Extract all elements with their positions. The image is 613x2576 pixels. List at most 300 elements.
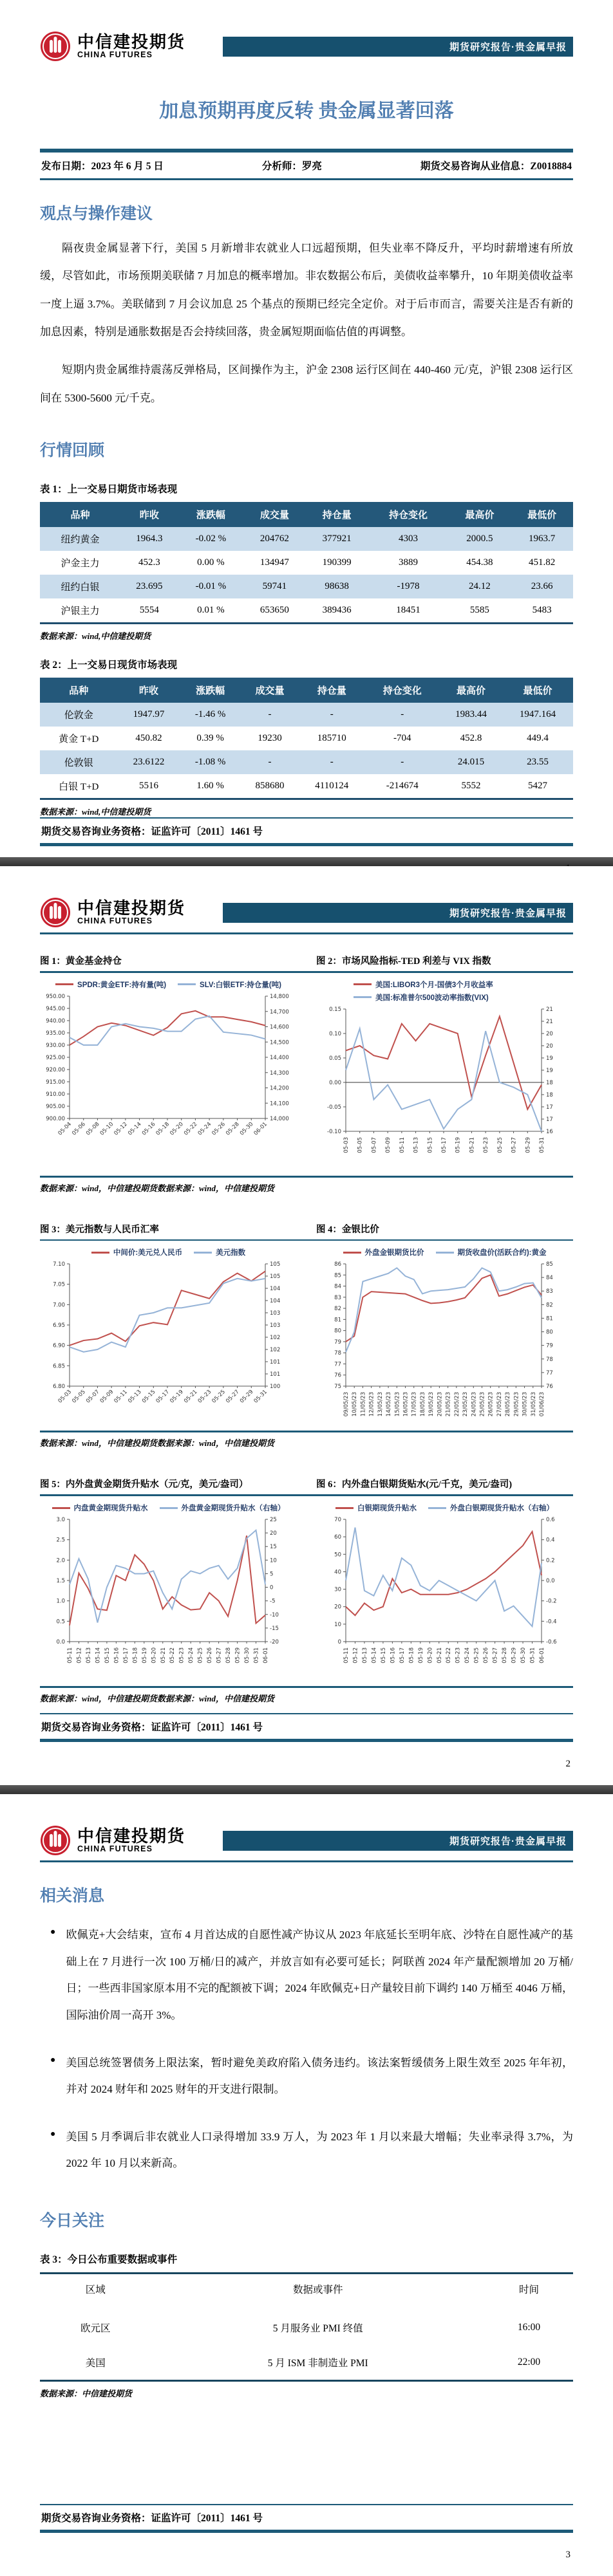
table-row: [40, 2345, 573, 2381]
legend-item: [343, 1247, 424, 1257]
svg-text:15: 15: [270, 1544, 277, 1551]
svg-text:85: 85: [334, 1272, 341, 1279]
svg-text:05-20: 05-20: [151, 1647, 158, 1663]
section-news-heading: 相关消息: [40, 1887, 105, 1905]
svg-text:14,200: 14,200: [270, 1085, 289, 1092]
brand-text: [77, 900, 185, 925]
qualification-text: 期货交易咨询业务资格：证监许可〔2011〕1461 号: [40, 2504, 573, 2533]
svg-text:05-23: 05-23: [455, 1647, 462, 1663]
svg-text:05-17: 05-17: [122, 1647, 129, 1663]
svg-text:0.5: 0.5: [56, 1618, 65, 1626]
svg-text:86: 86: [334, 1261, 341, 1268]
fig5-title: 图 5：内外盘黄金期货升贴水（元/克，美元/盎司）: [40, 1479, 249, 1490]
meta-bar: [40, 149, 573, 180]
series-line: [346, 1275, 542, 1342]
table-row: [40, 2310, 573, 2345]
svg-text:16: 16: [546, 1128, 553, 1135]
page-1: [0, 0, 613, 857]
table-cell: 沪银主力: [61, 606, 100, 617]
svg-text:05-07: 05-07: [371, 1136, 378, 1153]
column-header: 昨收: [120, 502, 178, 527]
svg-text:05-08: 05-08: [85, 1120, 101, 1137]
views-paragraph-2: 短期内贵金属维持震荡反弹格局，区间操作为主，沪金 2308 运行区间在 440-460 元/克，沪银 2308 运行区间在 5300-5600 元/千克。: [40, 364, 573, 404]
svg-text:19: 19: [546, 1067, 553, 1074]
figure-sources-row-1: [40, 1181, 573, 1194]
svg-text:14,000: 14,000: [270, 1115, 289, 1122]
svg-text:945.00: 945.00: [46, 1005, 65, 1012]
qualification-text: 期货交易咨询业务资格：证监许可〔2011〕1461 号: [40, 1713, 573, 1742]
svg-text:70: 70: [334, 1517, 341, 1524]
citic-futures-logo-icon: [40, 897, 71, 928]
svg-text:0.2: 0.2: [546, 1557, 555, 1564]
report-header: [40, 1825, 573, 1856]
legend-item: [436, 1247, 547, 1257]
report-type-banner: 期货研究报告·贵金属早报: [223, 903, 573, 923]
table-cell: 0.39 %: [196, 733, 224, 744]
table-cell: -: [401, 709, 404, 720]
svg-text:05-25: 05-25: [211, 1389, 227, 1405]
svg-text:27/05/23: 27/05/23: [496, 1392, 503, 1417]
table-row: [40, 727, 573, 750]
svg-text:900.00: 900.00: [46, 1115, 65, 1122]
svg-text:950.00: 950.00: [46, 993, 65, 1000]
legend-line-swatch: [354, 983, 372, 985]
legend-item: [91, 1247, 182, 1257]
bullet-icon: ●: [50, 2055, 56, 2065]
svg-text:05-09: 05-09: [385, 1136, 392, 1153]
header-divider: [40, 932, 573, 934]
page-footer: [40, 2504, 573, 2576]
legend-label: 外盘金银期货比价: [364, 1249, 424, 1257]
series-line: [70, 1016, 265, 1045]
news-text: 美国 5 月季调后非农就业人口录得增加 33.9 万人，为 2023 年 1 月以来最大增幅；失业率录得 3.7%，为 2022 年 10 月以来新高。: [66, 2130, 573, 2170]
fig6-plot: [316, 1513, 571, 1679]
table-cell: 190399: [322, 557, 352, 568]
table-cell: 5 月服务业 PMI 终值: [272, 2323, 363, 2335]
table-cell: 5516: [138, 781, 158, 792]
table-cell: 美国: [85, 2358, 106, 2369]
svg-text:05-29: 05-29: [525, 1136, 532, 1153]
table-cell: 377921: [322, 533, 352, 544]
svg-text:05-21: 05-21: [183, 1389, 199, 1405]
figure-row-1: [40, 974, 573, 1172]
svg-text:20: 20: [334, 1604, 341, 1611]
table-cell: 23.66: [531, 581, 553, 592]
table1-source: 数据来源：wind,中信建投期货: [40, 631, 151, 642]
svg-text:05-20: 05-20: [169, 1120, 185, 1137]
table-cell: 欧元区: [80, 2323, 111, 2335]
legend-item: [354, 992, 489, 1003]
fig1-chart: [40, 974, 297, 1172]
series-line: [346, 1528, 542, 1627]
figure-rule: [40, 1431, 573, 1432]
svg-text:05-30: 05-30: [520, 1647, 527, 1663]
svg-text:940.00: 940.00: [46, 1017, 65, 1024]
svg-text:05-18: 05-18: [132, 1647, 139, 1663]
table-cell: 0.00 %: [197, 557, 225, 568]
table-cell: -: [268, 757, 272, 768]
svg-text:05-28: 05-28: [225, 1647, 232, 1663]
table-cell: 452.8: [460, 733, 482, 744]
svg-text:84: 84: [334, 1283, 341, 1290]
svg-text:06-01: 06-01: [539, 1647, 545, 1663]
svg-text:14,100: 14,100: [270, 1100, 289, 1107]
source-note: 数据来源：wind，中信建投期货: [157, 1183, 275, 1193]
svg-text:05-19: 05-19: [169, 1389, 185, 1405]
fig4-title: 图 4：金银比价: [316, 1224, 379, 1235]
column-header: 涨跌幅: [180, 678, 241, 703]
legend-label: SPDR:黄金ETF:持有量(吨): [77, 981, 167, 989]
column-header: 成交量: [241, 678, 299, 703]
svg-text:31/05/23: 31/05/23: [530, 1392, 537, 1417]
figure-row-3: [40, 1497, 573, 1682]
column-header: 区域: [85, 2284, 106, 2296]
report-title: 加息预期再度反转 贵金属显著回落: [159, 100, 454, 122]
svg-text:05-12: 05-12: [352, 1647, 359, 1663]
svg-text:13/05/23: 13/05/23: [377, 1392, 384, 1417]
svg-text:102: 102: [270, 1335, 281, 1342]
chart-legend: [316, 1247, 573, 1257]
svg-text:2.5: 2.5: [56, 1537, 65, 1544]
page-footer: [40, 1713, 573, 1785]
svg-text:925.00: 925.00: [46, 1054, 65, 1061]
svg-text:05-07: 05-07: [85, 1389, 101, 1405]
news-bullet-3: [40, 2124, 573, 2177]
legend-item: [194, 1247, 245, 1257]
svg-text:05-27: 05-27: [511, 1136, 518, 1153]
svg-text:40: 40: [334, 1569, 341, 1576]
figure-rule: [40, 1494, 573, 1496]
svg-text:17: 17: [546, 1116, 553, 1123]
legend-label: 美元指数: [216, 1249, 246, 1257]
fig6-chart: [316, 1497, 573, 1682]
svg-text:905.00: 905.00: [46, 1103, 65, 1110]
svg-text:2.0: 2.0: [56, 1557, 65, 1564]
table-cell: 134947: [259, 557, 289, 568]
svg-text:05-15: 05-15: [104, 1647, 111, 1663]
svg-text:77: 77: [334, 1361, 341, 1368]
svg-text:05-04: 05-04: [57, 1120, 73, 1137]
svg-text:81: 81: [546, 1315, 553, 1322]
series-line: [70, 1011, 265, 1045]
series-line: [346, 1016, 542, 1109]
svg-text:05-25: 05-25: [197, 1647, 204, 1663]
svg-text:105: 105: [270, 1261, 281, 1268]
page-divider: [0, 1785, 613, 1794]
svg-text:82: 82: [334, 1306, 341, 1313]
svg-text:0.10: 0.10: [329, 1030, 341, 1037]
svg-text:14,400: 14,400: [270, 1054, 289, 1061]
table-cell: -214674: [386, 781, 419, 792]
svg-text:30: 30: [334, 1586, 341, 1593]
fig1-plot: [40, 990, 295, 1156]
table-cell: -0.01 %: [195, 581, 227, 592]
page-number: 2: [565, 1759, 571, 1770]
column-header: 涨跌幅: [178, 502, 243, 527]
table-row: [40, 598, 573, 624]
column-header: 昨收: [118, 678, 180, 703]
svg-text:1.5: 1.5: [56, 1578, 65, 1585]
report-type-banner: 期货研究报告·贵金属早报: [223, 37, 573, 57]
table-cell: -1.08 %: [194, 757, 226, 768]
fig4-plot: [316, 1257, 571, 1423]
legend-line-swatch: [178, 983, 196, 985]
source-note: 数据来源：wind，中信建投期货: [40, 1183, 158, 1193]
svg-text:21/05/23: 21/05/23: [445, 1392, 452, 1417]
svg-text:05-23: 05-23: [196, 1389, 213, 1405]
table-cell: 449.4: [527, 733, 549, 744]
legend-item: [55, 979, 166, 990]
table-cell: 23.6122: [133, 757, 165, 768]
table-cell: -704: [393, 733, 411, 744]
svg-text:16/05/23: 16/05/23: [402, 1392, 410, 1417]
table-cell: -: [330, 709, 334, 720]
figure-rule: [40, 971, 573, 973]
svg-text:20: 20: [270, 1530, 277, 1537]
news-bullet-1: [40, 1922, 573, 2029]
legend-label: 白银期现货升贴水: [357, 1505, 417, 1513]
svg-text:05-11: 05-11: [67, 1647, 73, 1663]
table-cell: 858680: [255, 781, 285, 792]
svg-text:83: 83: [334, 1295, 341, 1302]
series-line: [346, 1028, 542, 1131]
chart-legend: [40, 1247, 297, 1257]
legend-label: 美国:LIBOR3个月-国债3个月收益率: [375, 981, 493, 989]
table-cell: 5 月 ISM 非制造业 PMI: [267, 2358, 368, 2369]
svg-text:05-24: 05-24: [196, 1120, 213, 1137]
figure-rule: [40, 1176, 573, 1178]
svg-text:79: 79: [334, 1339, 341, 1346]
bullet-icon: ●: [50, 2129, 56, 2139]
svg-text:-0.6: -0.6: [546, 1639, 557, 1646]
svg-text:101: 101: [270, 1371, 281, 1378]
svg-text:0.0: 0.0: [546, 1578, 555, 1585]
svg-text:20: 20: [546, 1042, 553, 1050]
figure-sources-row-3: [40, 1692, 573, 1704]
fig2-title: 图 2：市场风险指标-TED 利差与 VIX 指数: [316, 956, 491, 967]
svg-text:05-05: 05-05: [357, 1136, 364, 1153]
svg-text:19: 19: [546, 1055, 553, 1062]
series-line: [346, 1268, 542, 1353]
svg-text:50: 50: [334, 1552, 341, 1559]
today-events-table: [40, 2272, 573, 2382]
table-row: [40, 750, 573, 774]
table-cell: 22:00: [517, 2357, 541, 2368]
table-cell: 纽约黄金: [61, 535, 100, 546]
svg-text:6.80: 6.80: [53, 1384, 65, 1391]
figure-titles-row-2: [40, 1222, 573, 1236]
svg-text:05-29: 05-29: [511, 1647, 518, 1663]
svg-text:25: 25: [270, 1517, 277, 1524]
svg-text:05-26: 05-26: [207, 1647, 214, 1663]
svg-text:06-01: 06-01: [263, 1647, 269, 1663]
svg-text:05-14: 05-14: [371, 1647, 378, 1663]
source-note: 数据来源：wind，中信建投期货: [40, 1438, 158, 1449]
svg-text:18/05/23: 18/05/23: [419, 1392, 426, 1417]
svg-text:14/05/23: 14/05/23: [386, 1392, 393, 1417]
bullet-icon: ●: [50, 1927, 56, 1937]
legend-label: 美国:标准普尔500波动率指数(VIX): [375, 994, 489, 1002]
table-cell: -: [330, 757, 334, 768]
chart-legend: [316, 1503, 573, 1513]
svg-text:-20: -20: [270, 1639, 279, 1646]
table-cell: 23.55: [527, 757, 549, 768]
svg-text:80: 80: [546, 1329, 553, 1336]
table-cell: 4303: [399, 533, 418, 544]
chart-legend: [354, 979, 573, 1003]
svg-text:75: 75: [334, 1384, 341, 1391]
brand-name-en: CHINA FUTURES: [77, 1844, 153, 1854]
table-cell: -0.02 %: [195, 533, 227, 544]
figure-sources-row-2: [40, 1436, 573, 1449]
svg-text:14,800: 14,800: [270, 993, 289, 1000]
column-header: 持仓变化: [364, 678, 440, 703]
svg-text:7.00: 7.00: [53, 1302, 65, 1309]
svg-text:101: 101: [270, 1359, 281, 1366]
svg-text:100: 100: [270, 1384, 281, 1391]
table-cell: 454.38: [466, 557, 493, 568]
legend-item: [52, 1503, 148, 1513]
table1-caption: 表 1：上一交易日期货市场表现: [40, 484, 178, 496]
svg-text:05-21: 05-21: [436, 1647, 443, 1663]
svg-text:05-31: 05-31: [539, 1136, 545, 1153]
table-cell: 1983.44: [455, 709, 487, 720]
table-row: [40, 527, 573, 551]
svg-text:78: 78: [334, 1350, 341, 1357]
news-bullet-2: [40, 2050, 573, 2103]
svg-text:05-29: 05-29: [238, 1389, 255, 1405]
svg-text:05-21: 05-21: [469, 1136, 476, 1153]
fig3-plot: [40, 1257, 295, 1423]
table-cell: 653650: [259, 605, 289, 616]
svg-text:81: 81: [334, 1317, 341, 1324]
fig6-title: 图 6：内外盘白银期货贴水(元/千克，美元/盎司): [316, 1479, 513, 1490]
svg-text:21: 21: [546, 1018, 553, 1025]
svg-text:05-22: 05-22: [169, 1647, 176, 1663]
figure-rule: [40, 1239, 573, 1241]
svg-text:60: 60: [334, 1534, 341, 1541]
report-header: [40, 31, 573, 62]
legend-label: 期货收盘价(活跃合约):黄金: [457, 1249, 547, 1257]
svg-text:76: 76: [546, 1384, 553, 1391]
column-header: 持仓量: [306, 502, 368, 527]
legend-line-swatch: [194, 1252, 212, 1254]
svg-text:24/05/23: 24/05/23: [471, 1392, 478, 1417]
legend-line-swatch: [428, 1507, 446, 1509]
svg-text:935.00: 935.00: [46, 1030, 65, 1037]
svg-text:25/05/23: 25/05/23: [479, 1392, 486, 1417]
svg-text:09/05/23: 09/05/23: [343, 1392, 350, 1417]
table-cell: 18451: [396, 605, 420, 616]
svg-text:05-11: 05-11: [399, 1136, 406, 1153]
svg-text:14,500: 14,500: [270, 1039, 289, 1046]
source-note: 数据来源：wind，中信建投期货: [157, 1694, 275, 1704]
svg-text:05-21: 05-21: [160, 1647, 167, 1663]
legend-item: [354, 979, 493, 990]
fig3-title: 图 3：美元指数与人民币汇率: [40, 1224, 159, 1235]
legend-line-swatch: [354, 996, 372, 998]
table-cell: 98638: [325, 581, 349, 592]
column-header: 持仓变化: [368, 502, 448, 527]
legend-line-swatch: [91, 1252, 109, 1254]
svg-text:77: 77: [546, 1370, 553, 1377]
svg-text:104: 104: [270, 1286, 281, 1293]
svg-text:-5: -5: [270, 1598, 276, 1605]
source-note: 数据来源：wind，中信建投期货: [157, 1438, 275, 1449]
svg-text:05-15: 05-15: [380, 1647, 387, 1663]
figure-titles-row-3: [40, 1477, 573, 1490]
column-header: 最低价: [502, 678, 573, 703]
svg-text:05-10: 05-10: [99, 1120, 115, 1137]
futures-market-table: [40, 502, 573, 624]
legend-label: 外盘黄金期现货升贴水（右轴）: [181, 1505, 285, 1513]
section-focus-heading: 今日关注: [40, 2212, 105, 2230]
svg-text:0.0: 0.0: [56, 1639, 65, 1646]
table-cell: 纽约白银: [61, 582, 100, 593]
svg-text:83: 83: [546, 1288, 553, 1295]
table-cell: 1.60 %: [196, 781, 224, 792]
svg-text:19/05/23: 19/05/23: [428, 1392, 435, 1417]
table2-caption: 表 2：上一交易日现货市场表现: [40, 660, 178, 671]
svg-text:5: 5: [270, 1571, 274, 1578]
svg-text:80: 80: [334, 1328, 341, 1335]
table-row: [40, 774, 573, 799]
svg-text:05-13: 05-13: [127, 1389, 143, 1405]
column-header: 最低价: [511, 502, 573, 527]
svg-text:28/05/23: 28/05/23: [505, 1392, 512, 1417]
table-cell: 1963.7: [529, 533, 556, 544]
table-cell: 5554: [139, 605, 159, 616]
svg-text:-10: -10: [270, 1611, 279, 1618]
svg-text:05-11: 05-11: [113, 1389, 129, 1405]
chart-legend: [40, 1503, 297, 1513]
svg-text:84: 84: [546, 1275, 553, 1282]
svg-text:05-13: 05-13: [413, 1136, 420, 1153]
report-header: [40, 897, 573, 928]
legend-line-swatch: [160, 1507, 178, 1509]
svg-text:05-23: 05-23: [178, 1647, 185, 1663]
table-cell: 1964.3: [136, 533, 163, 544]
svg-text:05-06: 05-06: [71, 1120, 87, 1137]
legend-line-swatch: [55, 983, 73, 985]
svg-text:0.4: 0.4: [546, 1537, 555, 1544]
fig5-plot: [40, 1513, 295, 1679]
table-cell: 450.82: [135, 733, 162, 744]
table-cell: 5427: [527, 781, 547, 792]
svg-text:26/05/23: 26/05/23: [487, 1392, 495, 1417]
svg-text:22/05/23: 22/05/23: [453, 1392, 460, 1417]
svg-text:05-13: 05-13: [361, 1647, 368, 1663]
table-cell: 451.82: [529, 557, 556, 568]
svg-text:82: 82: [546, 1302, 553, 1309]
column-header: 最高价: [449, 502, 511, 527]
svg-text:05-15: 05-15: [427, 1136, 434, 1153]
legend-label: SLV:白银ETF:持仓量(吨): [200, 981, 281, 989]
svg-text:105: 105: [270, 1274, 281, 1281]
table-cell: 伦敦金: [64, 710, 93, 721]
svg-text:05-28: 05-28: [225, 1120, 241, 1137]
table-cell: 59741: [262, 581, 287, 592]
svg-text:05-24: 05-24: [464, 1647, 471, 1663]
svg-text:05-19: 05-19: [455, 1136, 462, 1153]
svg-text:05-14: 05-14: [95, 1647, 102, 1663]
svg-text:-0.2: -0.2: [546, 1598, 557, 1605]
svg-text:05-30: 05-30: [238, 1120, 255, 1137]
svg-text:05-05: 05-05: [71, 1389, 87, 1405]
svg-text:-15: -15: [270, 1626, 279, 1633]
report-type-banner: 期货研究报告·贵金属早报: [223, 1831, 573, 1851]
svg-text:14,700: 14,700: [270, 1008, 289, 1015]
